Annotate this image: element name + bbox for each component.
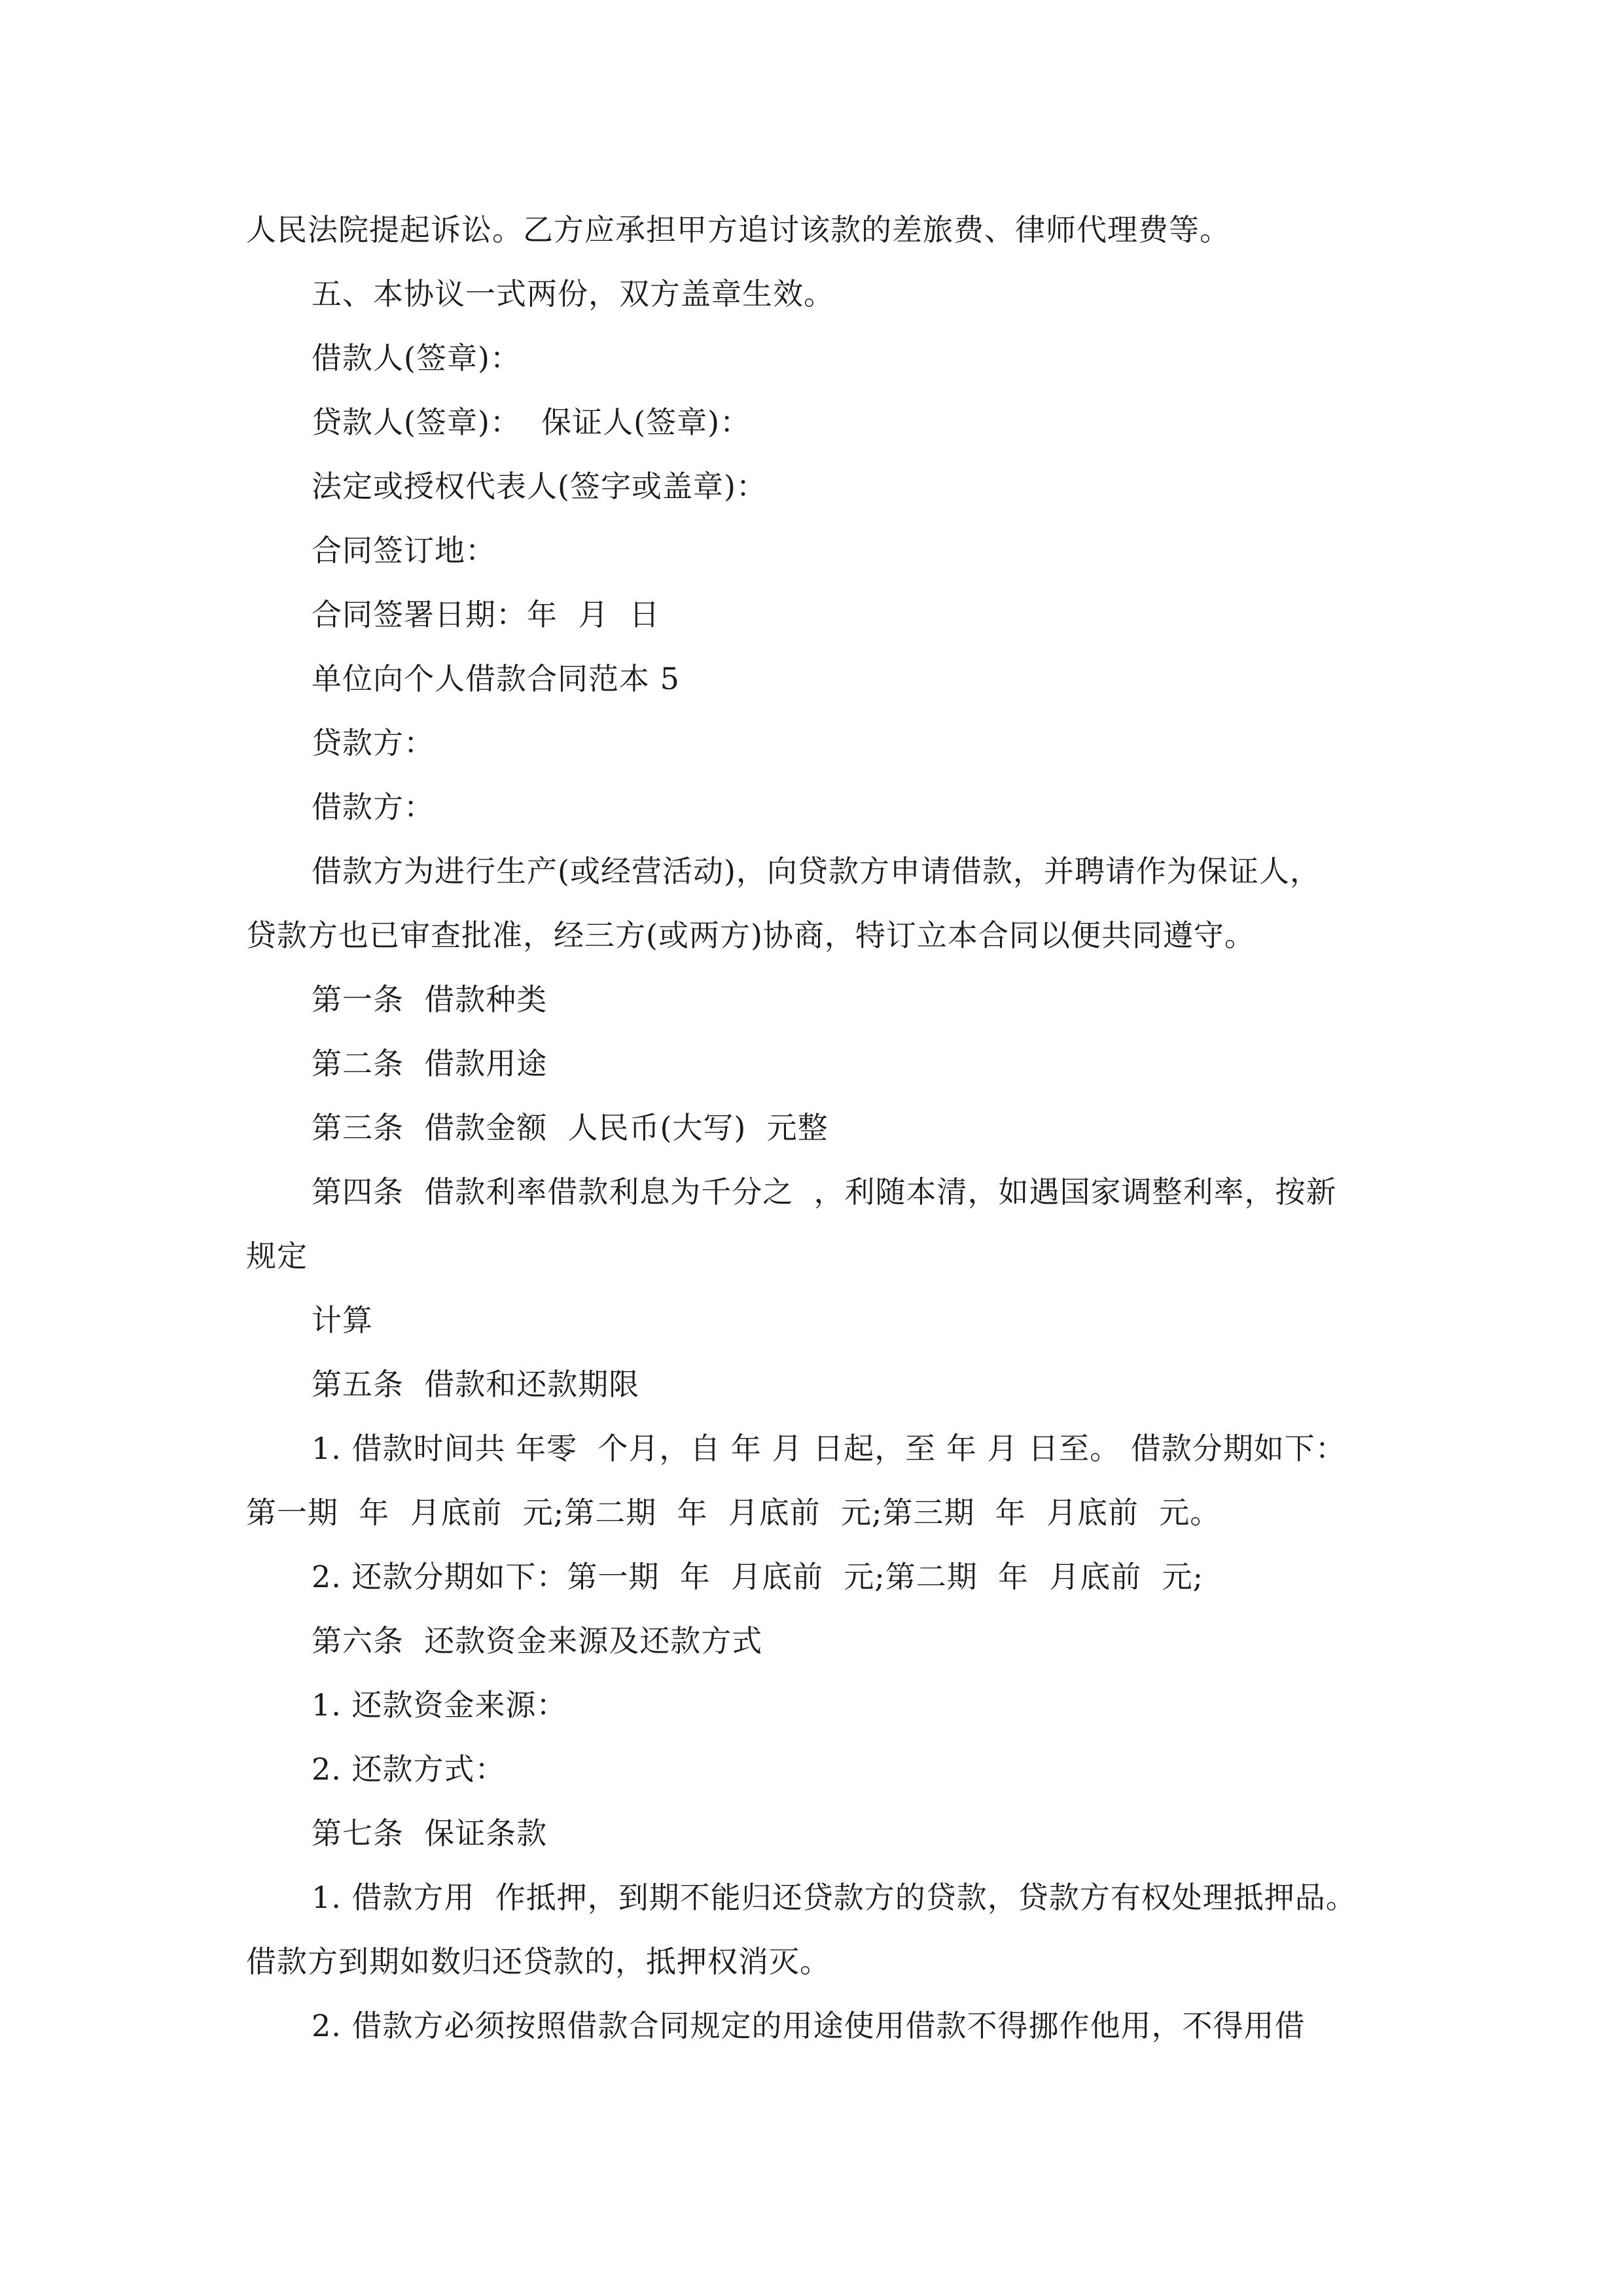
list-item: 2. 借款方必须按照借款合同规定的用途使用借款不得挪作他用，不得用借 [312, 2008, 1306, 2043]
signature-line-borrower: 借款人(签章)： [312, 340, 521, 376]
paragraph-line: 五、本协议一式两份，双方盖章生效。 [312, 276, 834, 312]
paragraph-line: 贷款方也已审查批准，经三方(或两方)协商，特订立本合同以便共同遵守。 [246, 918, 1255, 953]
article-heading: 第一条 借款种类 [312, 982, 548, 1017]
list-item: 1. 还款资金来源： [312, 1687, 567, 1723]
paragraph-line: 借款方为进行生产(或经营活动)，向贷款方申请借款，并聘请作为保证人， [312, 853, 1321, 889]
list-item: 2. 还款方式： [312, 1751, 506, 1787]
list-item: 1. 借款时间共 年零 个月，自 年 月 日起，至 年 月 日至。 借款分期如下： [312, 1431, 1346, 1466]
article-heading: 第七条 保证条款 [312, 1816, 548, 1851]
article-heading: 第三条 借款金额 人民币(大写) 元整 [312, 1110, 829, 1145]
document-body [246, 198, 1385, 2058]
contract-place-line: 合同签订地： [312, 533, 496, 568]
paragraph-line: 规定 [246, 1238, 308, 1274]
paragraph-line: 第一期 年 月底前 元;第二期 年 月底前 元;第三期 年 月底前 元。 [246, 1495, 1221, 1530]
article-heading: 第五条 借款和还款期限 [312, 1367, 640, 1402]
list-item: 2. 还款分期如下：第一期 年 月底前 元;第二期 年 月底前 元; [312, 1559, 1204, 1594]
signature-line-representative: 法定或授权代表人(签字或盖章)： [312, 469, 767, 504]
section-title: 单位向个人借款合同范本 5 [312, 661, 680, 696]
paragraph-line: 借款方到期如数归还贷款的，抵押权消灭。 [246, 1944, 830, 1979]
lender-line: 贷款方： [312, 725, 435, 761]
contract-date-line: 合同签署日期：年 月 日 [312, 597, 660, 632]
article-heading: 第二条 借款用途 [312, 1046, 548, 1081]
article-heading: 第四条 借款利率借款利息为千分之 ，利随本清，如遇国家调整利率，按新 [312, 1174, 1337, 1210]
paragraph-line: 人民法院提起诉讼。乙方应承担甲方追讨该款的差旅费、律师代理费等。 [246, 212, 1230, 247]
article-heading: 第六条 还款资金来源及还款方式 [312, 1623, 763, 1659]
signature-line-lender-guarantor: 贷款人(签章)： 保证人(签章)： [312, 404, 751, 440]
borrower-line: 借款方： [312, 789, 435, 825]
list-item: 1. 借款方用 作抵押，到期不能归还贷款方的贷款，贷款方有权处理抵押品。 [312, 1880, 1357, 1915]
paragraph-line: 计算 [312, 1302, 373, 1338]
